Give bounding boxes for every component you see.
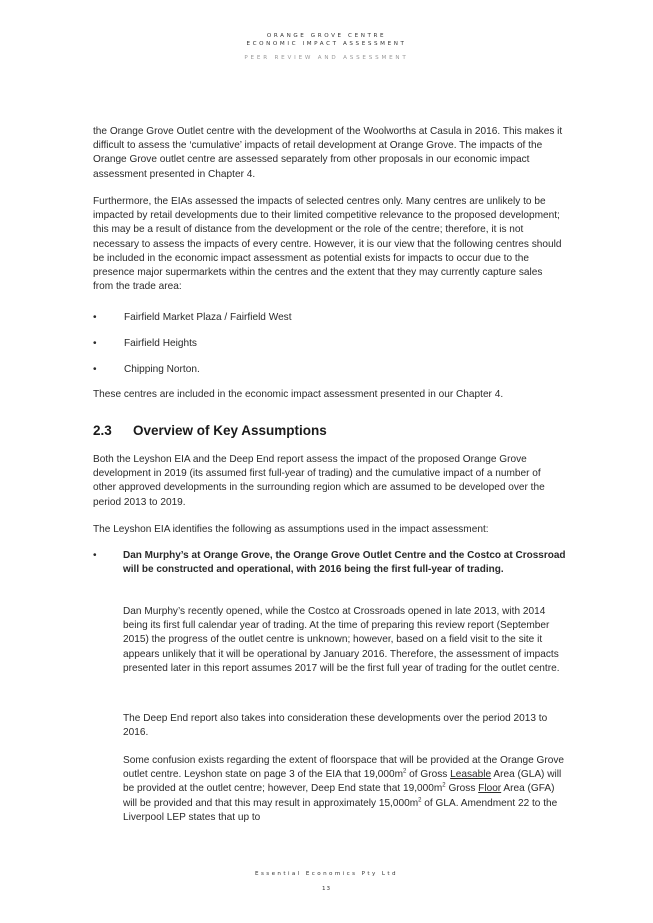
list-item-text: Fairfield Heights [124,338,197,349]
bullet-icon: • [93,550,97,561]
bullet-icon: • [93,364,97,375]
text-run: Area (GLA) will be provided at the outlet centre; however, Deep End state that 19,000m [123,769,562,795]
superscript: 2 [403,768,407,775]
list-item-text: Chipping Norton. [124,364,200,375]
paragraph-text: The Leyshon EIA identifies the following as assumptions used in the impact assessment: [93,524,489,535]
header-report-type: PEER REVIEW AND ASSESSMENT [244,55,409,61]
section-title: Overview of Key Assumptions [133,423,327,438]
underlined-term: Leasable [450,769,492,781]
paragraph-text: the Orange Grove Outlet centre with the development of the Woolworths at Casula in 2016. This makes it difficult to assess the ‘cumulative’ impacts of retail development at Orange Grove. The impacts of the Orange Grove outlet centre are assessed separately from other proposals in our economic impact assessment presented in Chapter 4. [93,126,563,180]
text-run: Area (GFA) will be provided and that this may result in approximately 15,000m [123,783,555,809]
assumption-heading: Dan Murphy’s at Orange Grove, the Orange Grove Outlet Centre and the Costco at Crossroad will be constructed and operational, with 2016 being the first full-year of trading. [123,550,566,576]
paragraph [93,195,565,294]
header-title: ORANGE GROVE CENTRE [266,33,387,39]
paragraph [93,388,565,402]
text-run: Gross [445,783,479,795]
bullet-icon: • [93,338,97,349]
paragraph [93,453,565,510]
superscript: 2 [418,797,422,804]
text-run: Some confusion exists regarding the extent of floorspace that will be provided at the Orange Grove outlet centre. Leyshon state on page 3 of the EIA that 19,000m [123,755,565,781]
assumption-paragraph [123,754,567,825]
text-run: of GLA. Amendment 22 to the Liverpool LEP states that up to [123,797,558,823]
bullet-icon: • [93,312,97,323]
assumption-paragraph: The Deep End report also takes into consideration these developments over the period 2013 to 2016. [123,713,548,739]
paragraph [93,523,565,537]
list-item-text: Fairfield Market Plaza / Fairfield West [124,312,292,323]
paragraph-text: Both the Leyshon EIA and the Deep End report assess the impact of the proposed Orange Grove development in 2019 (its assumed first full-year of trading) and the cumulative impact of a number of other approved developments in the surrounding region which are assumed to be developed over the period 2013 to 2019. [93,454,545,508]
header-subtitle: ECONOMIC IMPACT ASSESSMENT [246,41,407,47]
section-heading [93,423,327,438]
underlined-term: Floor [478,783,502,795]
paragraph-text: These centres are included in the economic impact assessment presented in our Chapter 4. [93,389,504,400]
paragraph-text: Furthermore, the EIAs assessed the impacts of selected centres only. Many centres are unlikely to be impacted by retail developments due to their limited competitive relevance to the proposed development; this may be a result of distance from the development or the role of the centre; therefore, it is not necessary to assess the impacts of every centre. However, it is our view that the following centres should be included in the economic impact assessment as potential exists for impacts to occur due to the presence major supermarkets within the centres and the extent that they may currently capture sales from the trade area: [93,196,562,293]
text-run: of Gross [406,769,451,781]
superscript: 2 [442,783,446,790]
footer-company: Essential Economics Pty Ltd [255,871,398,877]
page-number: 13 [321,886,332,892]
assumption-paragraph: Dan Murphy’s recently opened, while the Costco at Crossroads opened in late 2013, with 2014 being its first full calendar year of trading. At the time of preparing this review report (September 2015) the progress of the outlet centre is unknown; however, based on a field visit to the site it appears unlikely that it will be operational by January 2016. Therefore, the assessment of impacts presented later in this report assumes 2017 will be the first full year of trading for the outlet centre. [123,606,560,674]
section-number: 2.3 [93,423,112,438]
paragraph [93,125,565,182]
